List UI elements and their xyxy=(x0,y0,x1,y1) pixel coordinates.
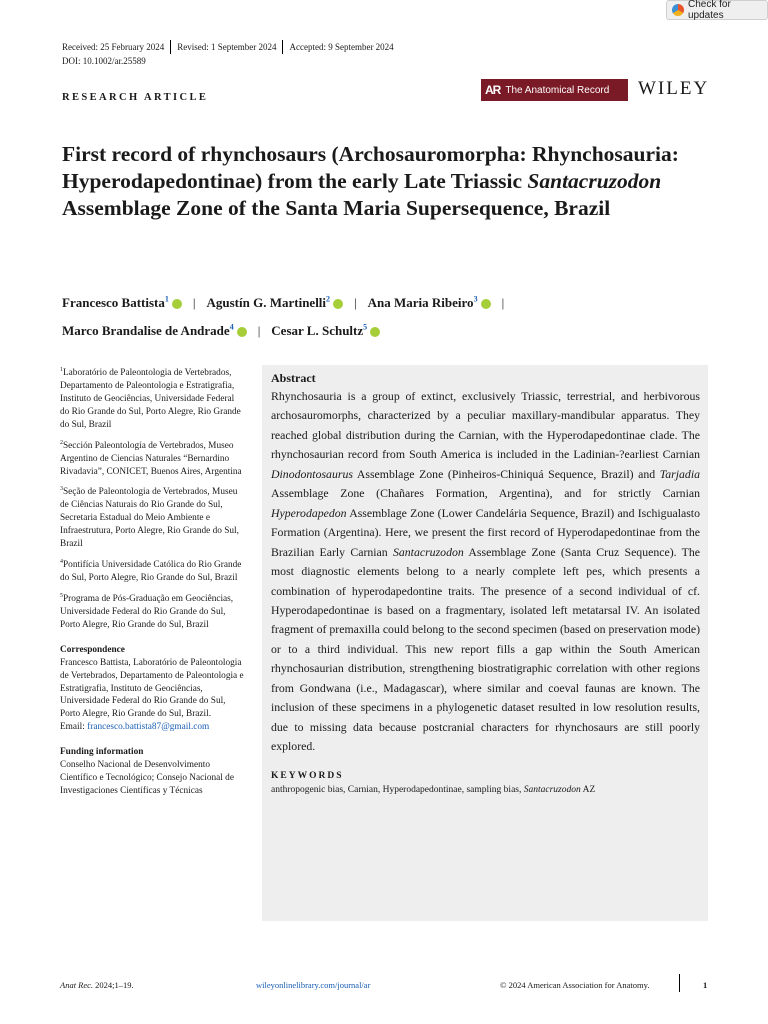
affiliation: $^3$Seção de Paleontologia de Vertebrados, Museu de Ciências Naturais do Rio Grande do Sul, Secretaria Estadual do Meio Ambiente e Infraestrutura, Porto Alegre, Rio Grande do Sul, Brazil xyxy=(60,486,239,550)
keywords: anthropogenic bias, Carnian, Hyperodapedontinae, sampling bias, Santacruzodon AZ xyxy=(271,784,596,795)
author[interactable]: Marco Brandalise de Andrade$^4$ xyxy=(62,323,247,338)
abstract-text-segment: Assemblage Zone (Pinheiros-Chiniquá Sequence, Brazil) and xyxy=(352,466,660,481)
abstract-box xyxy=(262,365,708,921)
abstract-italic-term: Hyperodapedon xyxy=(271,505,347,520)
article-type: RESEARCH ARTICLE xyxy=(62,92,209,103)
page-number: 1 xyxy=(703,980,708,990)
orcid-icon[interactable] xyxy=(172,299,182,309)
page-footer xyxy=(60,980,710,992)
abstract-text-segment: Assemblage Zone (Santa Cruz Sequence). The most diagnostic elements belong to a nearly complete left pes, which presents a combination of hyperodapedontine traits. The presence of a second individual of cf. Hyperodapedontinae is based on a fragmentary, isolated left metatarsal IV. An isolated fragment of premaxilla could belong to the second specimen (based on preservation mode) or to a third individual. This new report fills a gap within the South American rhynchosaurian distribution, strengthening biostratigraphic correlation with other regions from Gondwana (i.e., Madagascar), where similar and coeval faunas are known. The inclusion of these specimens in a phylogenetic dataset resulted in low resolution results, due to missing data because postcranial characters for rhynchosaurs are still poorly explored. xyxy=(271,544,700,754)
footer-copyright: © 2024 American Association for Anatomy. xyxy=(500,980,650,990)
check-for-updates-label: Check for updates xyxy=(688,0,731,21)
revised-date: Revised: 1 September 2024 xyxy=(177,42,277,52)
author[interactable]: Agustín G. Martinelli$^2$ xyxy=(207,295,344,310)
author[interactable]: Ana Maria Ribeiro$^3$ xyxy=(368,295,491,310)
title-text: First record of rhynchosaurs (Archosauromorpha: Rhynchosauria: Hyperodapedontinae) from the early Late Triassic xyxy=(62,142,679,193)
affiliation: $^2$Sección Paleontología de Vertebrados, Museo Argentino de Ciencias Naturales “Bernardino Rivadavia”, CONICET, Buenos Aires, Argentina xyxy=(60,439,242,477)
abstract-text-segment: Assemblage Zone (Lower Candelária Sequence, Brazil) and Ischigualasto Formation (Argentina). Here, we present the first record of Hyperodapedontinae from the Brazilian Early Carnian xyxy=(271,505,700,559)
abstract-text-segment: Rhynchosauria is a group of extinct, exclusively Triassic, terrestrial, and herbivorous archosauromorphs, characterized by a peculiar maxillary-mandibular apparatus. They reached global distribution during the Carnian, with the Hyperodapedontinae clade. The rhynchosaurian record from South America is included in the Ladinian-?earliest Carnian xyxy=(271,389,700,462)
footer-citation: Anat Rec. 2024;1–19. xyxy=(60,980,134,990)
orcid-icon[interactable] xyxy=(333,299,343,309)
received-date: Received: 25 February 2024 xyxy=(62,42,165,52)
email-link[interactable]: francesco.battista87@gmail.com xyxy=(87,722,210,733)
footer-divider xyxy=(679,974,680,992)
sidebar xyxy=(60,364,245,798)
author-list xyxy=(62,288,712,343)
journal-logo[interactable] xyxy=(481,79,628,101)
abstract-italic-term: Dinodontosaurus xyxy=(271,466,353,481)
affiliation: $^4$Pontifícia Universidade Católica do Rio Grande do Sul, Porto Alegre, Rio Grande do Sul, Brazil xyxy=(60,559,242,584)
author-separator: | xyxy=(354,295,357,311)
correspondence-heading: Correspondence xyxy=(60,644,125,655)
footer-journal-link[interactable]: wileyonlinelibrary.com/journal/ar xyxy=(256,980,371,990)
keywords-heading: KEYWORDS xyxy=(271,770,344,781)
date-divider xyxy=(170,40,171,54)
title-italic-text: Santacruzodon xyxy=(527,169,662,193)
abstract-italic-term: Tarjadia xyxy=(659,466,700,481)
author-separator: | xyxy=(501,295,505,311)
journal-name: The Anatomical Record xyxy=(505,84,610,96)
affiliation: $^1$Laboratório de Paleontologia de Vertebrados, Departamento de Paleontologia e Estratigrafia, Instituto de Geociências, Universidade Federal do Rio Grande do Sul, Porto Alegre, Rio Grande do Sul, Brazil xyxy=(60,367,241,430)
funding-text: Conselho Nacional de Desenvolvimento Científico e Tecnológico; Consejo Nacional de Investigaciones Científicas y Técnicas xyxy=(60,760,234,796)
crossmark-icon xyxy=(672,4,684,16)
journal-mark: AR xyxy=(485,83,501,97)
title-text: Assemblage Zone of the Santa Maria Supersequence, Brazil xyxy=(62,196,611,220)
abstract-text-segment: Assemblage Zone (Chañares Formation, Argentina), and for strictly Carnian xyxy=(271,486,700,501)
publisher-logo[interactable]: WILEY xyxy=(638,78,710,99)
article-title xyxy=(62,141,682,222)
funding-heading: Funding information xyxy=(60,747,144,758)
date-divider xyxy=(282,40,283,54)
correspondence-text: Francesco Battista, Laboratório de Paleontologia de Vertebrados, Departamento de Paleontologia e Estratigrafia, Instituto de Geociências, Universidade Federal do Rio Grande do Sul, Porto Alegre, Rio Grande do Sul, Brazil. Email: francesco.battista87@gmail.com xyxy=(60,657,244,733)
abstract-heading: Abstract xyxy=(271,371,316,385)
orcid-icon[interactable] xyxy=(237,327,247,337)
author-separator: | xyxy=(192,295,196,311)
article-dates xyxy=(62,40,394,54)
author-separator: | xyxy=(257,322,261,338)
author[interactable]: Francesco Battista$^1$ xyxy=(62,295,182,310)
doi: DOI: 10.1002/ar.25589 xyxy=(62,56,146,66)
check-for-updates-button[interactable] xyxy=(666,0,768,20)
orcid-icon[interactable] xyxy=(370,327,380,337)
orcid-icon[interactable] xyxy=(481,299,491,309)
abstract-text xyxy=(271,387,700,757)
accepted-date: Accepted: 9 September 2024 xyxy=(289,42,394,52)
author[interactable]: Cesar L. Schultz$^5$ xyxy=(271,323,380,338)
abstract-italic-term: Santacruzodon xyxy=(392,544,464,559)
affiliation: $^5$Programa de Pós-Graduação em Geociências, Universidade Federal do Rio Grande do Sul, Porto Alegre, Rio Grande do Sul, Brazil xyxy=(60,592,234,630)
